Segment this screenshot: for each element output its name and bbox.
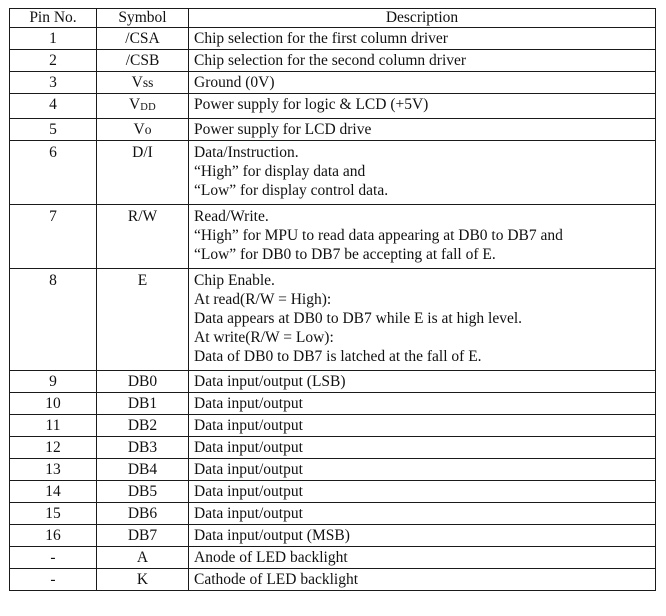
description-line: Cathode of LED backlight <box>194 571 358 588</box>
description-line: “High” for MPU to read data appearing at DB0 to DB7 and <box>194 227 563 244</box>
symbol-cell: D/I <box>97 141 189 205</box>
header-description: Description <box>189 9 656 28</box>
symbol-cell: DB2 <box>97 415 189 437</box>
table-row <box>10 547 656 569</box>
pin-number-cell: 4 <box>10 94 97 119</box>
pin-number-cell: - <box>10 547 97 569</box>
description-cell <box>189 28 656 50</box>
pin-number-cell: 11 <box>10 415 97 437</box>
symbol-cell: A <box>97 547 189 569</box>
pin-description-table-wrapper <box>9 8 655 591</box>
pin-number-cell: 8 <box>10 269 97 371</box>
description-cell <box>189 269 656 371</box>
description-line: “High” for display data and <box>194 163 366 180</box>
pin-number-cell: 7 <box>10 205 97 269</box>
description-line: Read/Write. <box>194 208 269 225</box>
table-row <box>10 569 656 591</box>
table-row <box>10 141 656 205</box>
description-line: Chip selection for the second column driver <box>194 52 467 69</box>
symbol-cell: /CSB <box>97 50 189 72</box>
description-cell <box>189 547 656 569</box>
symbol-cell: DB6 <box>97 503 189 525</box>
description-cell <box>189 72 656 94</box>
description-cell <box>189 371 656 393</box>
description-line: At write(R/W = Low): <box>194 329 334 346</box>
pin-number-cell: 14 <box>10 481 97 503</box>
pin-number-cell: 2 <box>10 50 97 72</box>
symbol-suffix: o <box>144 122 152 137</box>
description-cell <box>189 119 656 141</box>
description-cell <box>189 503 656 525</box>
description-line: Data/Instruction. <box>194 144 299 161</box>
symbol-cell: Vo <box>97 119 189 141</box>
description-line: Chip selection for the first column driver <box>194 30 448 47</box>
symbol-cell: K <box>97 569 189 591</box>
symbol-cell: DB1 <box>97 393 189 415</box>
description-line: Data input/output <box>194 505 303 522</box>
pin-number-cell: 13 <box>10 459 97 481</box>
pin-number-cell: 10 <box>10 393 97 415</box>
table-row <box>10 28 656 50</box>
pin-number-cell: - <box>10 569 97 591</box>
symbol-cell: DB3 <box>97 437 189 459</box>
pin-number-cell: 16 <box>10 525 97 547</box>
symbol-cell: DB4 <box>97 459 189 481</box>
pin-number-cell: 6 <box>10 141 97 205</box>
description-line: Ground (0V) <box>194 74 275 91</box>
description-cell <box>189 481 656 503</box>
pin-number-cell: 1 <box>10 28 97 50</box>
table-row <box>10 437 656 459</box>
pin-number-cell: 15 <box>10 503 97 525</box>
description-line: Data appears at DB0 to DB7 while E is at high level. <box>194 310 523 327</box>
pin-description-table <box>9 8 656 591</box>
description-line: Data of DB0 to DB7 is latched at the fall of E. <box>194 348 482 365</box>
description-line: Power supply for logic & LCD (+5V) <box>194 96 429 113</box>
description-line: “Low” for display control data. <box>194 182 389 199</box>
description-cell <box>189 50 656 72</box>
pin-number-cell: 12 <box>10 437 97 459</box>
description-line: Data input/output (MSB) <box>194 527 350 544</box>
description-cell <box>189 205 656 269</box>
description-line: At read(R/W = High): <box>194 291 332 308</box>
description-line: Chip Enable. <box>194 272 275 289</box>
table-row <box>10 94 656 119</box>
table-row <box>10 50 656 72</box>
description-cell <box>189 525 656 547</box>
table-row <box>10 371 656 393</box>
table-row <box>10 503 656 525</box>
table-header-row <box>10 9 656 28</box>
symbol-cell: VDD <box>97 94 189 119</box>
description-cell <box>189 569 656 591</box>
table-row <box>10 481 656 503</box>
table-row <box>10 119 656 141</box>
symbol-cell: E <box>97 269 189 371</box>
description-cell <box>189 141 656 205</box>
pin-number-cell: 3 <box>10 72 97 94</box>
symbol-cell: DB0 <box>97 371 189 393</box>
table-row <box>10 205 656 269</box>
description-line: Data input/output <box>194 395 303 412</box>
symbol-cell: DB7 <box>97 525 189 547</box>
description-line: Data input/output <box>194 483 303 500</box>
description-cell <box>189 459 656 481</box>
description-cell <box>189 94 656 119</box>
pin-number-cell: 9 <box>10 371 97 393</box>
table-row <box>10 525 656 547</box>
description-line: “Low” for DB0 to DB7 be accepting at fall of E. <box>194 246 496 263</box>
symbol-subscript: DD <box>140 102 156 113</box>
pin-number-cell: 5 <box>10 119 97 141</box>
description-line: Power supply for LCD drive <box>194 121 372 138</box>
symbol-cell: R/W <box>97 205 189 269</box>
table-row <box>10 269 656 371</box>
header-pin-no: Pin No. <box>10 9 97 28</box>
table-row <box>10 393 656 415</box>
description-cell <box>189 415 656 437</box>
table-row <box>10 415 656 437</box>
table-row <box>10 459 656 481</box>
table-body <box>10 28 656 591</box>
description-cell <box>189 393 656 415</box>
symbol-cell: DB5 <box>97 481 189 503</box>
description-line: Anode of LED backlight <box>194 549 348 566</box>
description-line: Data input/output <box>194 417 303 434</box>
symbol-suffix: ss <box>142 75 154 90</box>
description-cell <box>189 437 656 459</box>
description-line: Data input/output (LSB) <box>194 373 346 390</box>
description-line: Data input/output <box>194 439 303 456</box>
description-line: Data input/output <box>194 461 303 478</box>
header-symbol: Symbol <box>97 9 189 28</box>
symbol-cell: Vss <box>97 72 189 94</box>
table-row <box>10 72 656 94</box>
symbol-cell: /CSA <box>97 28 189 50</box>
